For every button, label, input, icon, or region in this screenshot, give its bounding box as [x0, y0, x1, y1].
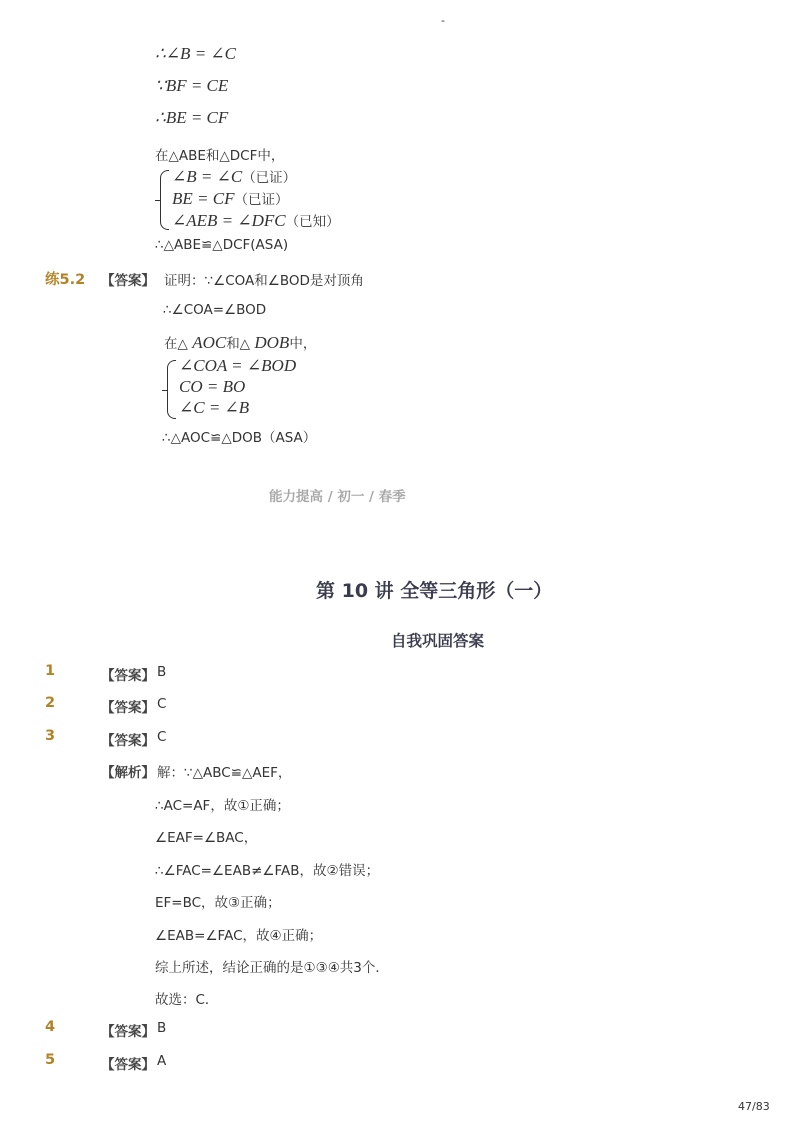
analysis-line: ∠EAB=∠FAC，故④正确；	[155, 928, 323, 944]
system-row	[172, 210, 340, 231]
system-math: ∠C = ∠B	[179, 398, 250, 417]
question-number: 5	[45, 1052, 56, 1068]
analysis-tag: 【解析】	[101, 765, 155, 781]
question-number: 1	[45, 663, 56, 679]
answer-value: C	[157, 729, 167, 745]
system-row	[172, 188, 288, 209]
system-math: BE = CF	[172, 189, 235, 208]
answer-value: B	[157, 1020, 167, 1036]
answer-tag: 【答案】	[101, 273, 155, 289]
system-math: CO = BO	[179, 377, 246, 396]
answer-tag: 【答案】	[101, 733, 155, 749]
system-math: ∠AEB = ∠DFC	[172, 211, 286, 230]
proof-line: ∴∠B = ∠C	[155, 44, 236, 63]
analysis-line: 综上所述，结论正确的是①③④共3个．	[155, 960, 389, 976]
answer-tag: 【答案】	[101, 1024, 155, 1040]
analysis-line: ∠EAF=∠BAC，	[155, 830, 258, 846]
proof-line: 在△ABE和△DCF中，	[155, 148, 285, 164]
question-number: 4	[45, 1019, 56, 1035]
top-mark: -	[441, 14, 445, 27]
system-note: （已证）	[242, 170, 297, 186]
proof-conclusion: ∴△AOC≌△DOB（ASA）	[162, 430, 317, 446]
page-number: 47/83	[738, 1100, 770, 1113]
system-row	[172, 166, 296, 187]
answer-tag: 【答案】	[101, 1057, 155, 1073]
analysis-line: 故选：C．	[155, 992, 219, 1008]
system-math: ∠B = ∠C	[172, 167, 243, 186]
breadcrumb: 能力提高 / 初一 / 春季	[269, 489, 406, 505]
answer-tag: 【答案】	[101, 668, 155, 684]
text-part: 和△	[226, 336, 255, 352]
answer-tag: 【答案】	[101, 700, 155, 716]
proof-line: ∴BE = CF	[155, 108, 229, 127]
triangle-name: AOC	[192, 333, 227, 352]
system-brace	[167, 360, 176, 419]
proof-line: ∵BF = CE	[155, 76, 229, 95]
text-part: 中，	[289, 336, 317, 352]
analysis-line: ∴AC=AF，故①正确；	[155, 798, 290, 814]
section-title: 自我巩固答案	[391, 632, 485, 650]
proof-line	[164, 332, 316, 353]
exercise-number: 练5.2	[45, 272, 86, 288]
answer-value: A	[157, 1053, 167, 1069]
question-number: 2	[45, 695, 56, 711]
proof-line: 证明：∵∠COA和∠BOD是对顶角	[164, 273, 364, 289]
analysis-line: 解：∵△ABC≌△AEF，	[157, 765, 292, 781]
lecture-title: 第 10 讲 全等三角形（一）	[316, 580, 553, 602]
analysis-line: ∴∠FAC=∠EAB≠∠FAB，故②错误；	[155, 863, 380, 879]
question-number: 3	[45, 728, 56, 744]
system-note: （已知）	[285, 214, 340, 230]
system-math: ∠COA = ∠BOD	[179, 356, 297, 375]
triangle-name: DOB	[254, 333, 290, 352]
answer-value: B	[157, 664, 167, 680]
analysis-line: EF=BC，故③正确；	[155, 895, 281, 911]
proof-line: ∴∠COA=∠BOD	[163, 302, 267, 318]
answer-value: C	[157, 696, 167, 712]
text-part: 在△	[164, 336, 193, 352]
proof-conclusion: ∴△ABE≌△DCF(ASA)	[155, 237, 289, 253]
system-brace	[160, 170, 169, 230]
system-note: （已证）	[234, 192, 289, 208]
